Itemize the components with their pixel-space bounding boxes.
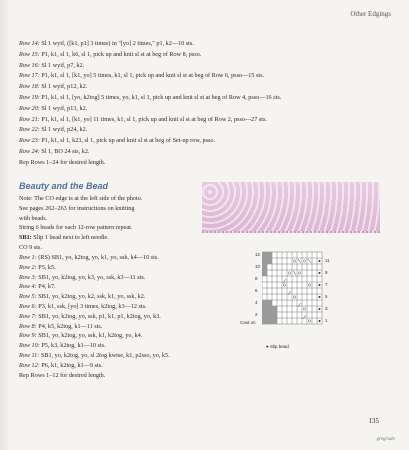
chart-row-number: 9 <box>325 270 328 275</box>
row-text: Sl 1 wyif, p13, k2. <box>41 104 88 112</box>
row-text: Sl 1 wyif, p12, k2. <box>41 83 88 91</box>
text-line <box>19 105 87 113</box>
row-text: Slip 1 bead next to left needle. <box>33 234 109 242</box>
row-label: Row 18: <box>19 83 42 91</box>
row-label: Row 9: <box>19 332 39 340</box>
text-line <box>19 72 264 80</box>
row-text: with beads. <box>19 214 48 222</box>
row-label: Row 7: <box>19 312 39 320</box>
text-line <box>19 323 102 331</box>
row-text: String 6 beads for each 12-row pattern repeat. <box>19 224 133 232</box>
text-line <box>19 372 105 380</box>
text-line <box>19 254 159 262</box>
row-text: P4, k7. <box>38 283 56 291</box>
page-number: 135 <box>368 417 379 425</box>
row-text: SB1, yo, k2tog, yo, k3, yo, ssk, k3—11 sts. <box>38 273 146 281</box>
text-line <box>19 303 147 311</box>
row-label: Row 21: <box>19 115 42 123</box>
row-label: Row 24: <box>19 148 42 155</box>
row-text: SB1, yo, k2tog, yo, ssk, k1, k2tog, yo, k4. <box>38 332 143 340</box>
row-text: SB1, yo, k2tog, yo, sl 2tog kwise, k1, p2sso, yo, k5. <box>40 352 170 359</box>
text-line <box>19 293 145 301</box>
row-text: Rep Rows 1–24 for desired length. <box>19 158 106 166</box>
row-text: SB1, yo, k2tog, yo, k2, ssk, k1, yo, ssk, k2. <box>38 293 146 301</box>
row-text: Rep Rows 1–12 for desired length. <box>19 371 106 379</box>
watermark: gregrado <box>376 437 395 442</box>
row-label: Row 16: <box>19 61 42 69</box>
row-text: P1, k1, sl 1, [k1, yo] 5 times, k1, sl 1, pick up and knit sl st at beg of Row 6, psso—15 sts. <box>41 72 265 80</box>
chart-row-number: 8 <box>255 276 258 281</box>
text-line <box>19 51 201 59</box>
knitting-chart <box>240 250 332 335</box>
chart-row-number: 2 <box>255 312 258 317</box>
text-line <box>19 195 142 203</box>
text-line <box>19 224 132 232</box>
chart-row-number: 7 <box>325 282 328 287</box>
row-label: SB1: <box>19 234 34 242</box>
bead-icon: ● <box>266 344 269 349</box>
row-label: Row 23: <box>19 137 42 145</box>
text-line <box>19 264 56 272</box>
chart-row-number: 4 <box>255 300 258 305</box>
row-text: Sl 1 wyif, p24, k2. <box>41 126 88 134</box>
row-text: P5, k3, k2tog, k1—10 sts. <box>41 342 106 350</box>
row-text: P4, k5, k2tog, k1—11 sts. <box>38 322 103 330</box>
text-line <box>19 215 47 223</box>
text-line <box>19 274 145 282</box>
row-text: P6, k1, k2tog, k1—9 sts. <box>41 361 103 369</box>
row-label: Row 6: <box>19 303 39 310</box>
chart-row-number: 3 <box>325 306 328 311</box>
row-text: P1, k1, sl 1, k6, sl 1, pick up and knit sl st at beg of Row 8, psso. <box>41 50 202 58</box>
chart-row-number: 10 <box>255 264 261 269</box>
text-line <box>19 234 109 242</box>
row-label: Row 17: <box>19 72 42 80</box>
row-text: SB1, yo, k2tog, yo, ssk, p1, k1, p1, k2tog, yo, k3. <box>38 312 161 320</box>
row-text: P5, k5. <box>38 263 56 271</box>
text-line <box>19 342 106 350</box>
row-label: Row 15: <box>19 50 42 58</box>
chart-row-number: 6 <box>255 288 258 293</box>
text-line <box>19 148 89 156</box>
row-label: Row 1: <box>19 254 39 261</box>
row-text: P1, k1, sl 1, [yo, k2tog] 5 times, yo, k1, sl 1, pick up and knit sl st at beg of Row 4, psso—16 sts. <box>41 94 282 101</box>
row-label: Row 20: <box>19 104 42 112</box>
running-head: Other Edgings <box>350 10 391 18</box>
text-line <box>19 205 135 213</box>
chart-grid <box>262 250 332 330</box>
chart-key <box>266 344 289 349</box>
text-line <box>19 332 142 340</box>
row-label: Row 2: <box>19 263 39 271</box>
row-text: (RS) SB1, yo, k2tog, yo, k1, yo, ssk, k4—10 sts. <box>38 254 159 261</box>
section-title: Beauty and the Bead <box>19 181 109 191</box>
row-text: Sl 1, BO 24 sts, k2. <box>41 148 90 155</box>
text-line <box>19 94 281 102</box>
edging-photo <box>202 182 380 233</box>
text-line <box>19 40 194 48</box>
text-line <box>19 283 56 291</box>
text-line <box>19 83 87 91</box>
row-label: Row 3: <box>19 273 39 281</box>
chart-row-number: 11 <box>325 258 330 263</box>
row-text: See pages 262–263 for instructions on knitting <box>19 204 135 212</box>
row-label: Row 5: <box>19 293 39 301</box>
row-text: CO 9 sts. <box>19 244 42 251</box>
text-line <box>19 62 84 70</box>
row-text: P3, k1, ssk, [yo] 3 times, k2tog, k3—12 sts. <box>38 303 147 310</box>
text-line <box>19 126 87 134</box>
row-label: Row 22: <box>19 126 42 134</box>
row-text: Note: The CO edge is at the left side of the photo. <box>19 195 143 202</box>
text-line <box>19 116 267 124</box>
binding-shadow <box>0 0 10 450</box>
text-line <box>19 313 161 321</box>
row-label: Row 14: <box>19 40 42 47</box>
text-line <box>19 137 215 145</box>
row-label: Row 10: <box>19 342 42 350</box>
chart-row-number: 12 <box>255 252 261 257</box>
row-label: Row 8: <box>19 322 39 330</box>
cast-on-label: Cast on <box>240 320 256 325</box>
text-line <box>19 159 105 167</box>
row-text: Sl 1 wyif, p7, k2. <box>41 61 85 69</box>
text-line <box>19 244 42 252</box>
row-label: Row 19: <box>19 94 42 101</box>
chart-row-number: 1 <box>325 318 328 323</box>
chart-row-number: 5 <box>325 294 328 299</box>
text-line <box>19 362 103 370</box>
key-label: Slip bead <box>269 344 289 349</box>
text-line <box>19 352 170 360</box>
row-label: Row 4: <box>19 283 39 291</box>
row-label: Row 11: <box>19 352 41 359</box>
row-text: P1, k1, sl 1, k23, sl 1, pick up and knit sl st at beg of Set-up row, psso. <box>41 137 216 145</box>
row-label: Row 12: <box>19 361 42 369</box>
row-text: P1, k1, sl 1, [k1, yo] 11 times, k1, sl 1, pick up and knit sl st at beg of Row 2, psso—27 sts. <box>41 115 267 123</box>
row-text: Sl 1 wyif, ([k1, p1] 3 times) in "[yo] 2 times," p1, k2—10 sts. <box>41 40 194 47</box>
